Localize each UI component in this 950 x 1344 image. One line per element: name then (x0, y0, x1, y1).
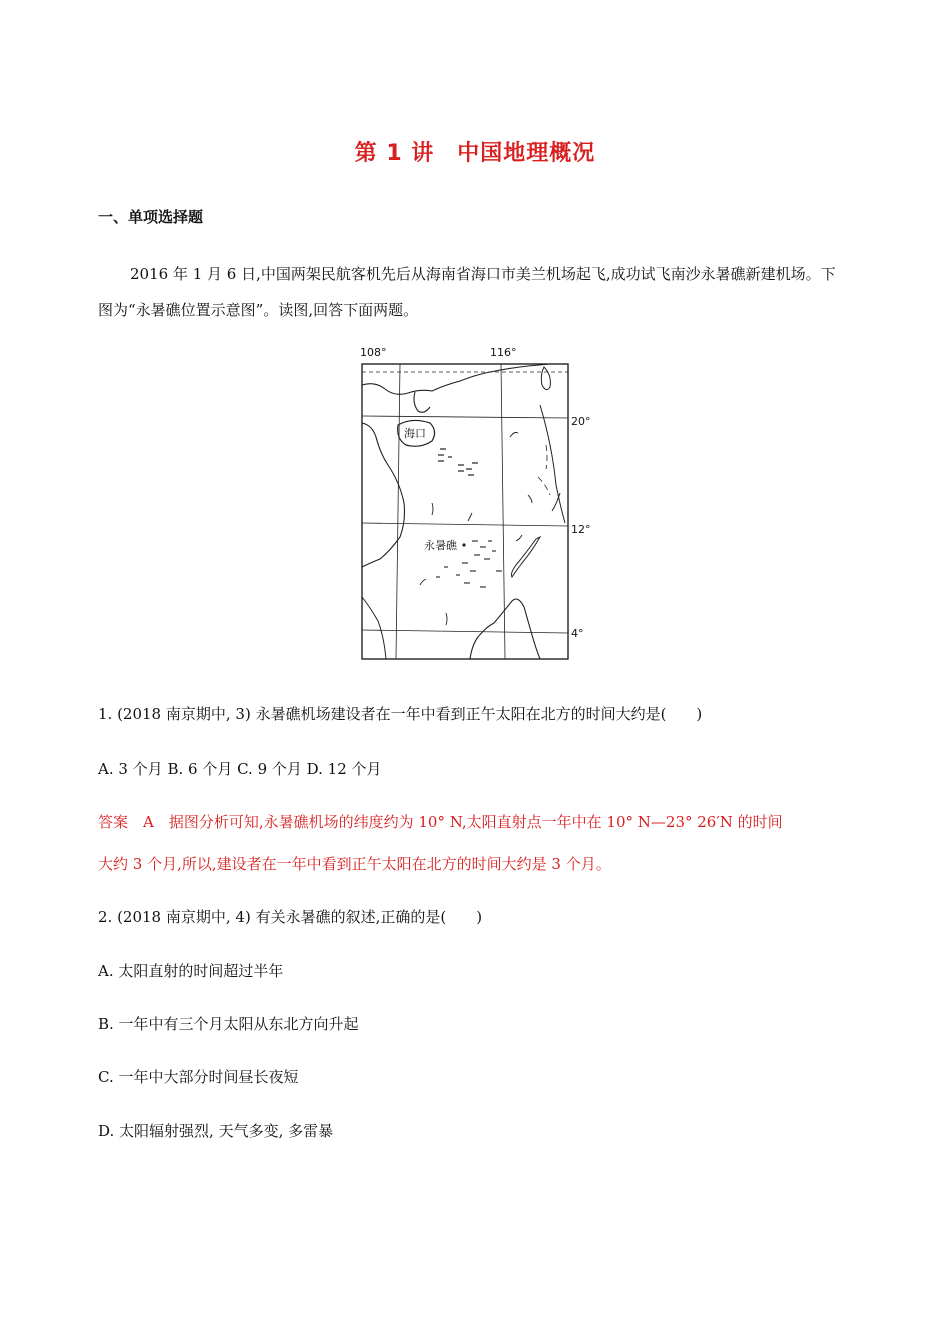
page-title: 第 1 讲 中国地理概况 (354, 141, 596, 166)
yongshu-reef-marker (462, 543, 465, 546)
lat-label-20: 20° (571, 415, 591, 428)
luzon-coast (540, 405, 565, 523)
question-1-options: A. 3 个月 B. 6 个月 C. 9 个月 D. 12 个月 (98, 760, 382, 778)
malay-coast (362, 597, 386, 659)
meridian-108 (396, 364, 400, 659)
map-frame (362, 364, 568, 659)
paracel-islands (438, 449, 478, 475)
label-yongshu-reef: 永暑礁 (424, 539, 457, 552)
leizhou-peninsula (414, 392, 430, 412)
yongshu-reef-location-map (360, 345, 591, 665)
question-2-option-a: A. 太阳直射的时间超过半年 (98, 962, 284, 980)
question-1-answer-line-1: 答案 A 据图分析可知,永暑礁机场的纬度约为 10° N,太阳直射点一年中在 10° N—23° 26′N 的时间 (98, 813, 783, 831)
question-1-stem: 1. (2018 南京期中, 3) 永暑礁机场建设者在一年中看到正午太阳在北方的时间大约是( ) (98, 705, 703, 723)
philippine-dash (538, 445, 550, 495)
meridian-116 (501, 364, 505, 659)
palawan-island (512, 537, 541, 577)
question-2-option-b: B. 一年中有三个月太阳从东北方向升起 (98, 1015, 359, 1033)
question-1-answer-line-2: 大约 3 个月,所以,建设者在一年中看到正午太阳在北方的时间大约是 3 个月。 (98, 855, 611, 873)
question-2-option-d: D. 太阳辐射强烈, 天气多变, 多雷暴 (98, 1122, 334, 1140)
question-2-option-c: C. 一年中大部分时间昼长夜短 (98, 1068, 299, 1086)
sea-dashes (420, 433, 532, 626)
lon-label-108: 108° (360, 346, 387, 359)
intro-paragraph: 2016 年 1 月 6 日,中国两架民航客机先后从海南省海口市美兰机场起飞,成功试飞南沙永暑礁新建机场。下图为“永暑礁位置示意图”。读图,回答下面两题。 (98, 265, 836, 319)
section-heading: 一、单项选择题 (98, 208, 204, 226)
lat-label-4: 4° (571, 627, 584, 640)
lat-label-12: 12° (571, 523, 591, 536)
question-2-stem: 2. (2018 南京期中, 4) 有关永暑礁的叙述,正确的是( ) (98, 908, 483, 926)
taiwan-island (541, 367, 550, 390)
china-coastline (362, 364, 550, 394)
lon-label-116: 116° (490, 346, 517, 359)
label-haikou: 海口 (404, 427, 426, 440)
parallel-20 (362, 416, 568, 418)
parallel-4 (362, 630, 568, 633)
parallel-12 (362, 523, 568, 526)
